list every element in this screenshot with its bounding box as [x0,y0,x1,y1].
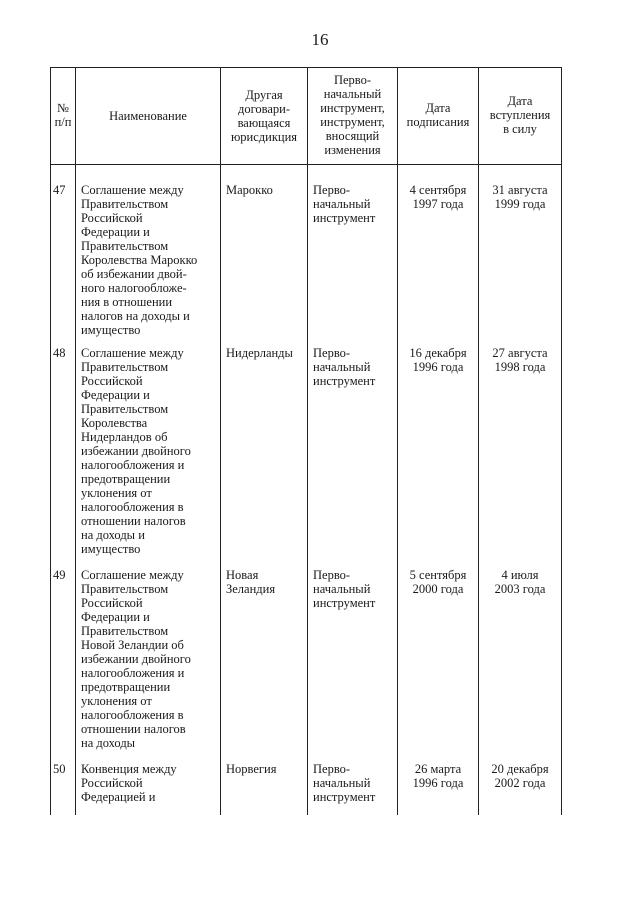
row-effective-date: 20 декабря 2002 года [491,762,549,790]
table-right-border [561,67,562,815]
row-signed-date: 16 декабря 1996 года [409,346,467,374]
table-left-border [50,67,51,815]
row-jurisdiction: Нидерланды [226,346,293,360]
header-jurisdiction: Другая договари- вающаяся юрисдикция [230,88,298,144]
row-jurisdiction: Норвегия [226,762,277,776]
col-divider-4 [397,67,398,815]
header-bottom-border [50,164,562,165]
row-number: 47 [53,183,66,197]
row-effective-date: 4 июля 2003 года [494,568,546,596]
header-effective: Дата вступления в силу [489,94,551,136]
row-effective-date: 31 августа 1999 года [492,183,548,211]
row-instrument: Перво- начальный инструмент [313,568,376,610]
header-instrument: Перво- начальный инструмент, инструмент, вносящий изменения [320,73,385,157]
row-number: 49 [53,568,66,582]
row-signed-date: 4 сентября 1997 года [409,183,467,211]
header-num: № п/п [54,101,72,129]
col-divider-2 [220,67,221,815]
col-divider-3 [307,67,308,815]
row-jurisdiction: Марокко [226,183,273,197]
row-effective-date: 27 августа 1998 года [492,346,548,374]
table-top-border [50,67,562,68]
row-instrument: Перво- начальный инструмент [313,183,376,225]
header-signed: Дата подписания [406,101,470,129]
row-instrument: Перво- начальный инструмент [313,346,376,388]
row-number: 50 [53,762,66,776]
col-divider-1 [75,67,76,815]
row-name: Соглашение между Правительством Российской Федерации и Правительством Королевства Нидерландов об избежании двойного налогообложения и предотвращении уклонения от налогообложения в отношении налогов на доходы и имущество [81,346,191,556]
page-number: 16 [311,30,329,49]
col-divider-5 [478,67,479,815]
row-name: Конвенция между Российской Федерацией и [81,762,177,804]
header-name: Наименование [109,109,187,123]
row-name: Соглашение между Правительством Российской Федерации и Правительством Королевства Марокко об избежании двой- ного налогообложе- ния в отношении налогов на доходы и имущество [81,183,198,337]
row-signed-date: 5 сентября 2000 года [409,568,467,596]
row-signed-date: 26 марта 1996 года [412,762,464,790]
row-number: 48 [53,346,66,360]
row-jurisdiction: Новая Зеландия [226,568,276,596]
row-instrument: Перво- начальный инструмент [313,762,376,804]
row-name: Соглашение между Правительством Российской Федерации и Правительством Новой Зеландии об избежании двойного налогообложения и предотвращении уклонения от налогообложения в отношении налогов на доходы [81,568,191,750]
